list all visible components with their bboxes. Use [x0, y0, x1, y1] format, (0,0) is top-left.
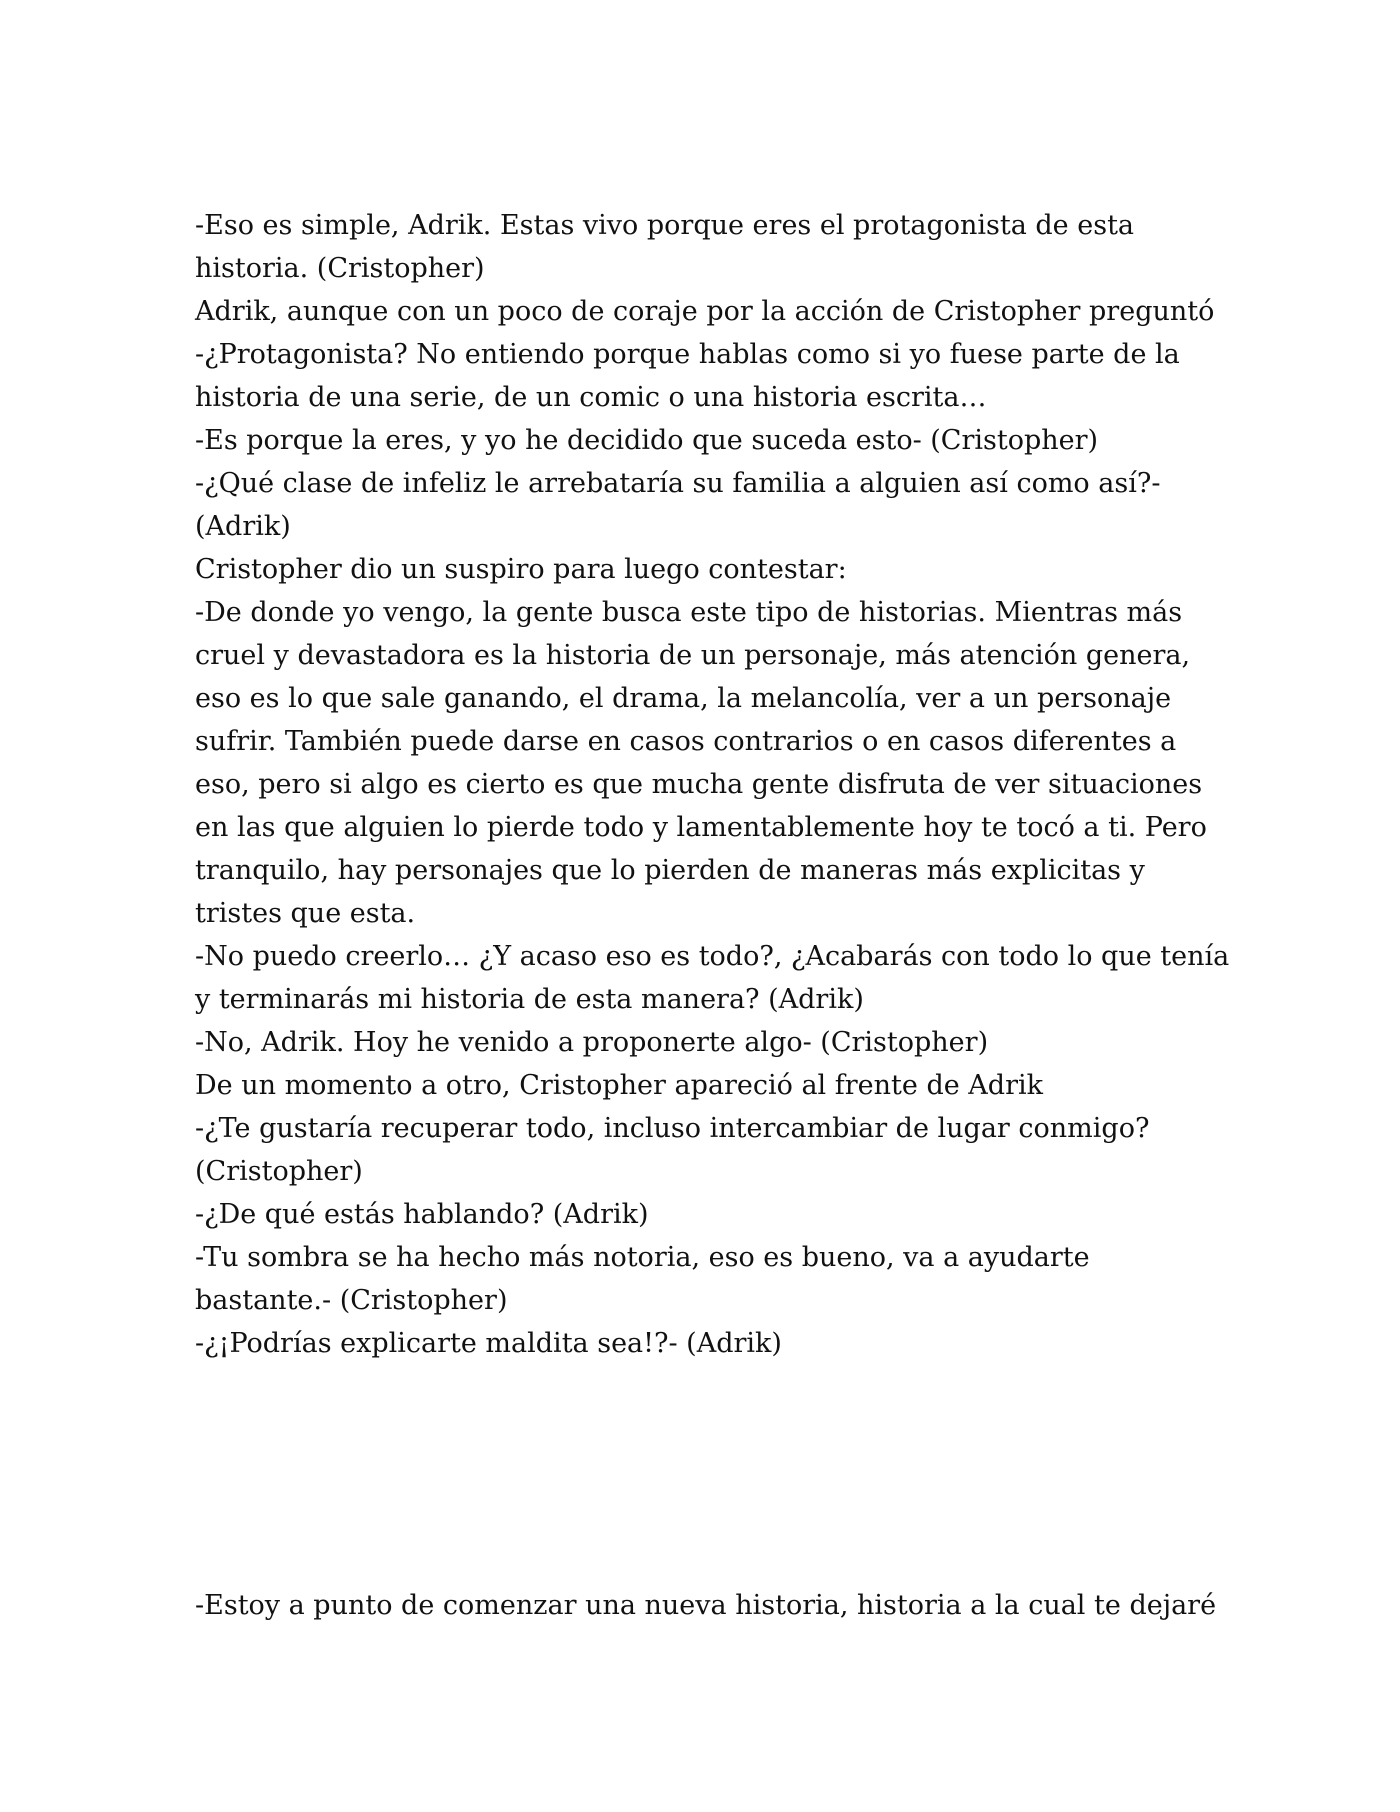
text-line: cruel y devastadora es la historia de un personaje, más atención genera, [195, 640, 1191, 671]
text-line: eso es lo que sale ganando, el drama, la melancolía, ver a un personaje [195, 683, 1172, 714]
text-line: Adrik, aunque con un poco de coraje por la acción de Cristopher preguntó [195, 296, 1215, 327]
text-line: bastante.- (Cristopher) [195, 1285, 508, 1316]
text-line: -¿Qué clase de infeliz le arrebataría su familia a alguien así como así?- [195, 468, 1161, 499]
text-line: sufrir. También puede darse en casos contrarios o en casos diferentes a [195, 726, 1177, 757]
text-line: Cristopher dio un suspiro para luego contestar: [195, 554, 847, 585]
text-line: -¿Te gustaría recuperar todo, incluso intercambiar de lugar conmigo? [195, 1113, 1150, 1144]
text-line: y terminarás mi historia de esta manera? (Adrik) [195, 984, 864, 1015]
text-line: -Tu sombra se ha hecho más notoria, eso es bueno, va a ayudarte [195, 1242, 1090, 1273]
text-line: De un momento a otro, Cristopher apareció al frente de Adrik [195, 1070, 1043, 1101]
text-line: tranquilo, hay personajes que lo pierden de maneras más explicitas y [195, 855, 1145, 886]
text-line: (Adrik) [195, 511, 291, 542]
text-line: historia. (Cristopher) [195, 253, 485, 284]
text-line: tristes que esta. [195, 898, 416, 929]
text-line: -No puedo creerlo… ¿Y acaso eso es todo?, ¿Acabarás con todo lo que tenía [195, 941, 1230, 972]
text-line: -¿Protagonista? No entiendo porque hablas como si yo fuese parte de la [195, 339, 1180, 370]
text-line: (Cristopher) [195, 1156, 363, 1187]
text-line: en las que alguien lo pierde todo y lamentablemente hoy te tocó a ti. Pero [195, 812, 1207, 843]
text-line: historia de una serie, de un comic o una historia escrita… [195, 382, 987, 413]
text-line: -Eso es simple, Adrik. Estas vivo porque eres el protagonista de esta [195, 210, 1135, 241]
text-line: -¿De qué estás hablando? (Adrik) [195, 1199, 649, 1230]
text-line: -No, Adrik. Hoy he venido a proponerte algo- (Cristopher) [195, 1027, 989, 1058]
text-line: -Es porque la eres, y yo he decidido que suceda esto- (Cristopher) [195, 425, 1099, 456]
text-line: -De donde yo vengo, la gente busca este tipo de historias. Mientras más [195, 597, 1183, 628]
trailing-text-line: -Estoy a punto de comenzar una nueva historia, historia a la cual te dejaré [195, 1590, 1217, 1621]
text-line: -¿¡Podrías explicarte maldita sea!?- (Adrik) [195, 1328, 782, 1359]
body-text [195, 204, 1255, 1365]
text-line: eso, pero si algo es cierto es que mucha gente disfruta de ver situaciones [195, 769, 1203, 800]
